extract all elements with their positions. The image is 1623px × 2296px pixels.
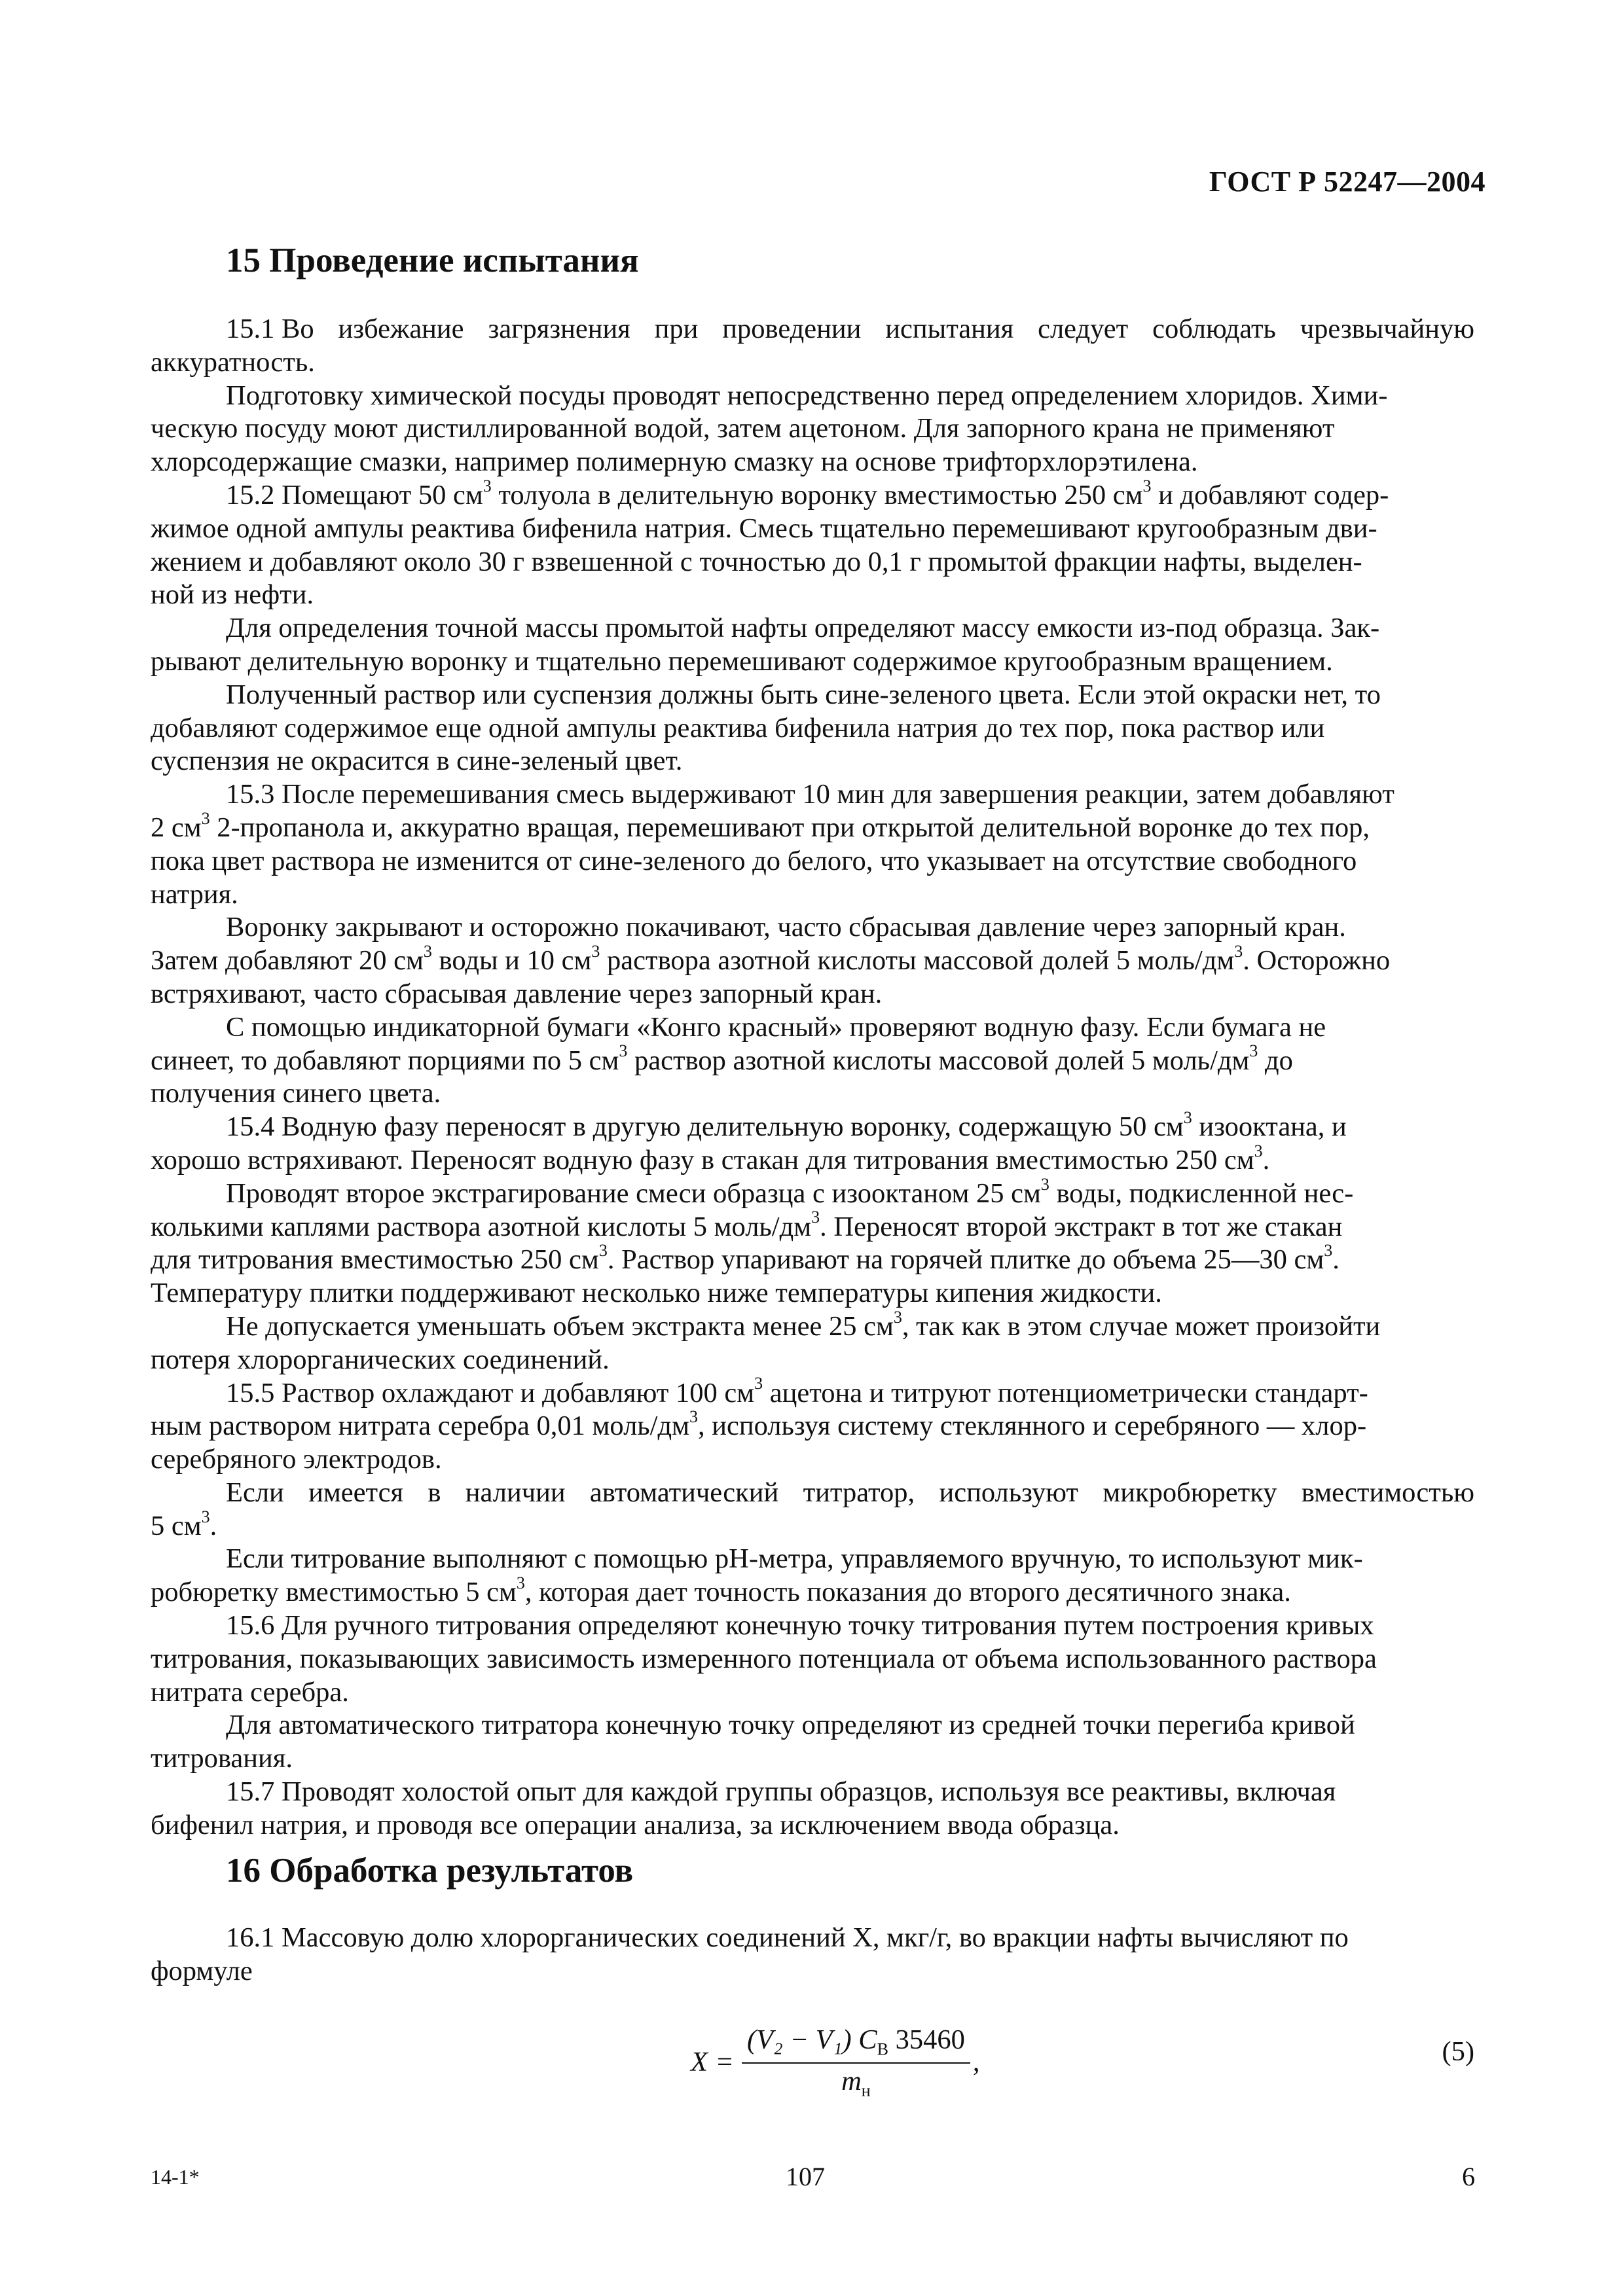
paragraph-line: синеет, то добавляют порциями по 5 $см^3$ раствор азотной кислоты массовой долей 5 моль/$дм^3$ до bbox=[151, 1041, 1293, 1076]
paragraph-line: титрования, показывающих зависимость измеренного потенциала от объема использованного раствора bbox=[151, 1643, 1377, 1674]
paragraph-line: Для автоматического титратора конечную точку определяют из средней точки перегиба кривой bbox=[226, 1710, 1355, 1741]
paragraph-line: пока цвет раствора не изменится от сине-зеленого до белого, что указывает на отсутствие свободного bbox=[151, 845, 1357, 876]
section-15-title: 15 Проведение испытания bbox=[226, 242, 639, 279]
paragraph-15-7-line-1: 15.7 Проводят холостой опыт для каждой группы образцов, используя все реактивы, включая bbox=[226, 1776, 1336, 1808]
paragraph-line: Подготовку химической посуды проводят непосредственно перед определением хлоридов. Хими- bbox=[226, 380, 1388, 411]
paragraph-15-3-line-1: 15.3 После перемешивания смесь выдерживают 10 мин для завершения реакции, затем добавляют bbox=[226, 779, 1395, 810]
paragraph-line: серебряного электродов. bbox=[151, 1444, 442, 1475]
section-16-title: 16 Обработка результатов bbox=[226, 1852, 634, 1890]
document-code: ГОСТ Р 52247—2004 bbox=[1209, 166, 1486, 198]
paragraph-line: нитрата серебра. bbox=[151, 1676, 349, 1708]
formula-denominator: $m_н$ bbox=[841, 2065, 871, 2100]
paragraph-15-1-line-2: аккуратность. bbox=[151, 346, 315, 378]
paragraph-line: рывают делительную воронку и тщательно перемешивают содержимое кругообразным вращением. bbox=[151, 645, 1333, 677]
formula-numerator: (V₂ − V₁) $C_В$ 35460 bbox=[742, 2024, 970, 2064]
section-16-body bbox=[151, 1922, 1474, 1988]
paragraph-line: жимое одной ампулы реактива бифенила натрия. Смесь тщательно перемешивают кругообразным дви- bbox=[151, 512, 1377, 544]
formula-equals: = bbox=[716, 2047, 733, 2077]
paragraph-line: натрия. bbox=[151, 878, 238, 910]
paragraph-line: Проводят второе экстрагирование смеси образца с изооктаном 25 $см^3$ воды, подкисленной нес- bbox=[226, 1174, 1354, 1209]
paragraph-line: для титрования вместимостью 250 $см^3$. Раствор упаривают на горячей плитке до объема 25—30 $см^3$. bbox=[151, 1241, 1340, 1276]
paragraph-line: Температуру плитки поддерживают несколько ниже температуры кипения жидкости. bbox=[151, 1278, 1162, 1309]
paragraph-line: Если титрование выполняют с помощью pH-метра, управляемого вручную, то используют мик- bbox=[226, 1543, 1363, 1575]
paragraph-line: ным раствором нитрата серебра 0,01 моль/$дм^3$, используя систему стеклянного и серебряного — хлор- bbox=[151, 1407, 1367, 1442]
paragraph-line: получения синего цвета. bbox=[151, 1078, 441, 1109]
paragraph-15-5-line-1: 15.5 Раствор охлаждают и добавляют 100 $см^3$ ацетона и титруют потенциометрически стандарт- bbox=[226, 1374, 1368, 1408]
paragraph-line: колькими каплями раствора азотной кислоты 5 моль/$дм^3$. Переносят второй экстракт в тот же стакан bbox=[151, 1208, 1343, 1242]
paragraph-line: Если имеется в наличии автоматический титратор, используют микробюретку вместимостью bbox=[226, 1477, 1474, 1508]
paragraph-line: бифенил натрия, и проводя все операции анализа, за исключением ввода образца. bbox=[151, 1809, 1120, 1840]
paragraph-15-1-line-1: 15.1 Во избежание загрязнения при проведении испытания следует соблюдать чрезвычайную bbox=[226, 314, 1474, 344]
formula-lhs: X bbox=[691, 2047, 708, 2077]
formula-5 bbox=[151, 2024, 1474, 2100]
paragraph-line: Полученный раствор или суспензия должны быть сине-зеленого цвета. Если этой окраски нет, то bbox=[226, 679, 1381, 710]
paragraph-16-1-line-1: 16.1 Массовую долю хлорорганических соединений X, мкг/г, во вракции нафты вычисляют по bbox=[226, 1922, 1349, 1953]
footer-sheet-number: 6 bbox=[1462, 2162, 1475, 2191]
paragraph-line: ческую посуду моют дистиллированной водой, затем ацетоном. Для запорного крана не применяют bbox=[151, 413, 1335, 444]
formula-comma: , bbox=[972, 2047, 980, 2077]
footer-page-number: 107 bbox=[786, 2162, 825, 2191]
paragraph-line: С помощью индикаторной бумаги «Конго красный» проверяют водную фазу. Если бумага не bbox=[226, 1011, 1326, 1043]
paragraph-line: Не допускается уменьшать объем экстракта менее 25 $см^3$, так как в этом случае может произойти bbox=[226, 1307, 1381, 1342]
paragraph-line: титрования. bbox=[151, 1743, 293, 1774]
formula-number: (5) bbox=[1442, 2036, 1474, 2067]
paragraph-line: формуле bbox=[151, 1955, 253, 1986]
paragraph-line: 5 $см^3$. bbox=[151, 1507, 217, 1541]
paragraph-15-6-line-1: 15.6 Для ручного титрования определяют конечную точку титрования путем построения кривых bbox=[226, 1610, 1374, 1641]
section-15-body bbox=[151, 313, 1474, 1842]
paragraph-line: суспензия не окрасится в сине-зеленый цвет. bbox=[151, 745, 683, 777]
paragraph-line: хлорсодержащие смазки, например полимерную смазку на основе трифторхлорэтилена. bbox=[151, 446, 1198, 478]
paragraph-line: потеря хлорорганических соединений. bbox=[151, 1344, 610, 1375]
paragraph-line: жением и добавляют около 30 г взвешенной с точностью до 0,1 г промытой фракции нафты, выделен- bbox=[151, 546, 1362, 577]
paragraph-line: ной из нефти. bbox=[151, 579, 314, 611]
paragraph-line: встряхивают, часто сбрасывая давление через запорный кран. bbox=[151, 978, 883, 1009]
formula-fraction bbox=[742, 2024, 970, 2100]
paragraph-line: добавляют содержимое еще одной ампулы реактива бифенила натрия до тех пор, пока раствор или bbox=[151, 712, 1325, 744]
paragraph-15-2-line-1: 15.2 Помещают 50 $см^3$ толуола в делительную воронку вместимостью 250 $см^3$ и добавляют содер- bbox=[226, 476, 1389, 511]
footer-left-mark: 14-1* bbox=[151, 2165, 200, 2189]
paragraph-line: 2 $см^3$ 2-пропанола и, аккуратно вращая, перемешивают при открытой делительной воронке до тех пор, bbox=[151, 808, 1370, 843]
paragraph-line: робюретку вместимостью 5 $см^3$, которая дает точность показания до второго десятичного знака. bbox=[151, 1573, 1291, 1608]
formula-expression bbox=[691, 2024, 979, 2100]
paragraph-line: Воронку закрывают и осторожно покачивают, часто сбрасывая давление через запорный кран. bbox=[226, 912, 1346, 943]
paragraph-line: Затем добавляют 20 $см^3$ воды и 10 $см^3$ раствора азотной кислоты массовой долей 5 моль/$дм^3$. Осторожно bbox=[151, 941, 1391, 977]
paragraph-line: хорошо встряхивают. Переносят водную фазу в стакан для титрования вместимостью 250 $см^3$. bbox=[151, 1141, 1270, 1175]
paragraph-line: Для определения точной массы промытой нафты определяют массу емкости из-под образца. Зак- bbox=[226, 613, 1380, 644]
paragraph-15-4-line-1: 15.4 Водную фазу переносят в другую делительную воронку, содержащую 50 $см^3$ изооктана, и bbox=[226, 1107, 1347, 1143]
